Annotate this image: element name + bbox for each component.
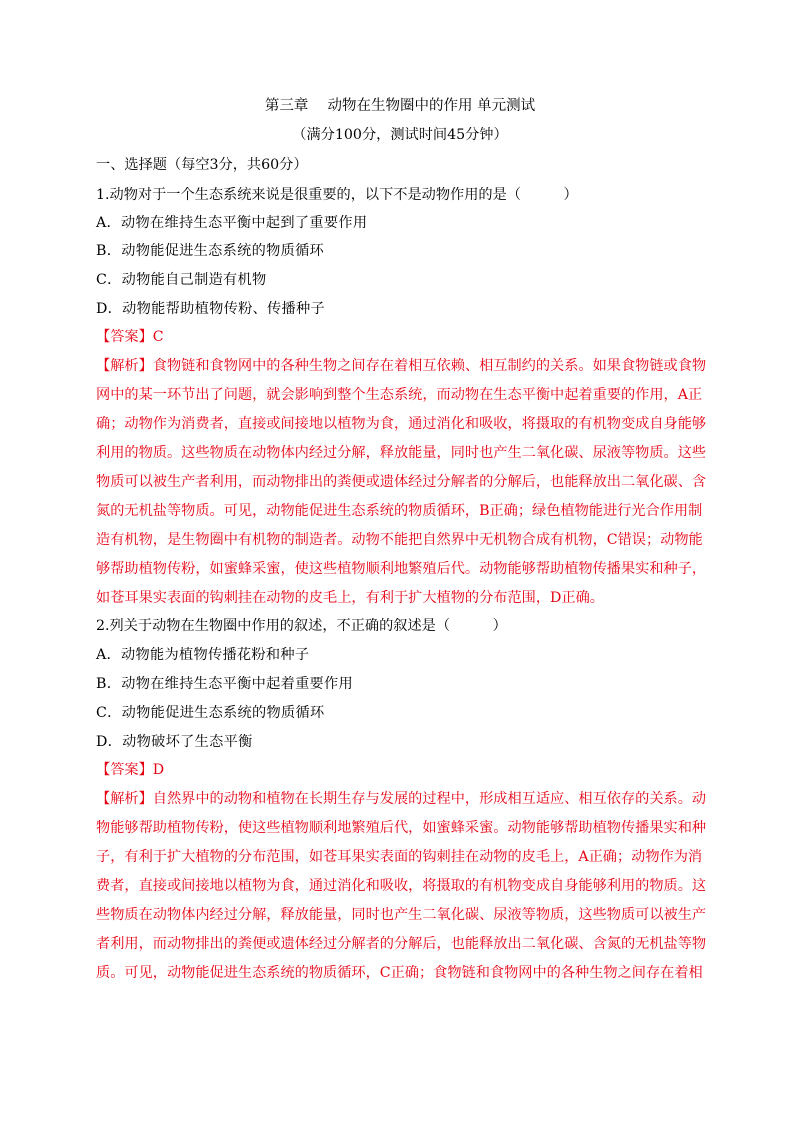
question-2-answer	[96, 760, 716, 780]
question-2-analysis-line: 质。可见，动物能促进生态系统的物质循环，C正确；食物链和食物网中的各种生物之间存在着相	[96, 965, 703, 981]
question-2-option-b: B．动物在维持生态平衡中起着重要作用	[96, 676, 354, 692]
answer-value: D	[152, 762, 165, 778]
question-2-analysis-line: 者利用，而动物排出的粪便或遗体经过分解者的分解后，也能释放出二氧化碳、含氮的无机盐等物	[96, 936, 707, 952]
question-2-option-d: D．动物破坏了生态平衡	[96, 734, 253, 750]
question-2-analysis-line: 些物质在动物体内经过分解，释放能量，同时也产生二氧化碳、尿液等物质，这些物质可以被生产	[96, 907, 707, 923]
question-1-analysis-line: 物质可以被生产者利用，而动物排出的粪便或遗体经过分解者的分解后，也能释放出二氧化碳、含	[96, 474, 707, 490]
question-1-analysis-line: 氮的无机盐等物质。可见，动物能促进生态系统的物质循环，B正确；绿色植物能进行光合作用制	[96, 503, 703, 519]
section-heading: 一、选择题（每空3分，共60分）	[96, 157, 308, 173]
question-1-analysis-line: 利用的物质。这些物质在动物体内经过分解，释放能量，同时也产生二氧化碳、尿液等物质。这些	[96, 445, 707, 461]
analysis-tag: 【解析】	[96, 358, 153, 374]
document-subtitle: （满分100分，测试时间45分钟）	[292, 127, 508, 143]
analysis-text: 食物链和食物网中的各种生物之间存在着相互依赖、相互制约的关系。如果食物链或食物	[152, 358, 707, 374]
analysis-tag: 【解析】	[96, 791, 153, 807]
question-2-stem: 2.列关于动物在生物圈中作用的叙述，不正确的叙述是（ ）	[96, 618, 507, 634]
question-1-analysis-line: 确；动物作为消费者，直接或间接地以植物为食，通过消化和吸收，将摄取的有机物变成自身能够	[96, 416, 707, 432]
question-1-option-a: A．动物在维持生态平衡中起到了重要作用	[96, 215, 368, 231]
analysis-text: 自然界中的动物和植物在长期生存与发展的过程中，形成相互适应、相互依存的关系。动	[152, 791, 707, 807]
question-1-option-b: B．动物能促进生态系统的物质循环	[96, 243, 325, 259]
question-1-option-c: C．动物能自己制造有机物	[96, 272, 267, 288]
question-1-analysis-line: 够帮助植物传粉，如蜜蜂采蜜，使这些植物顺利地繁殖后代。动物能够帮助植物传播果实和种子，	[96, 561, 707, 577]
question-2-option-c: C．动物能促进生态系统的物质循环	[96, 705, 325, 721]
question-1-analysis-line: 网中的某一环节出了问题，就会影响到整个生态系统，而动物在生态平衡中起着重要的作用，A正	[96, 387, 703, 403]
question-1-analysis-line: 造有机物，是生物圈中有机物的制造者。动物不能把自然界中无机物合成有机物，C错误；动物能	[96, 532, 703, 548]
question-1-stem: 1.动物对于一个生态系统来说是很重要的，以下不是动物作用的是（ ）	[96, 187, 578, 203]
question-1-analysis-line: 如苍耳果实表面的钩刺挂在动物的皮毛上，有利于扩大植物的分布范围，D正确。	[96, 590, 604, 606]
question-1-option-d: D．动物能帮助植物传粉、传播种子	[96, 301, 325, 317]
question-2-analysis-line: 费者，直接或间接地以植物为食，通过消化和吸收，将摄取的有机物变成自身能够利用的物质。这	[96, 878, 707, 894]
question-1-analysis-line	[96, 356, 716, 376]
question-2-analysis-line: 子，有利于扩大植物的分布范围，如苍耳果实表面的钩刺挂在动物的皮毛上，A正确；动物作为消	[96, 849, 703, 865]
answer-tag: 【答案】	[96, 762, 153, 778]
answer-value: C	[152, 329, 164, 345]
question-1-answer	[96, 327, 716, 347]
answer-tag: 【答案】	[96, 329, 153, 345]
document-title: 第三章 动物在生物圈中的作用 单元测试	[264, 98, 536, 114]
question-2-option-a: A．动物能为植物传播花粉和种子	[96, 647, 310, 663]
question-2-analysis-line	[96, 789, 716, 809]
question-2-analysis-line: 物能够帮助植物传粉，使这些植物顺利地繁殖后代，如蜜蜂采蜜。动物能够帮助植物传播果实和种	[96, 820, 707, 836]
